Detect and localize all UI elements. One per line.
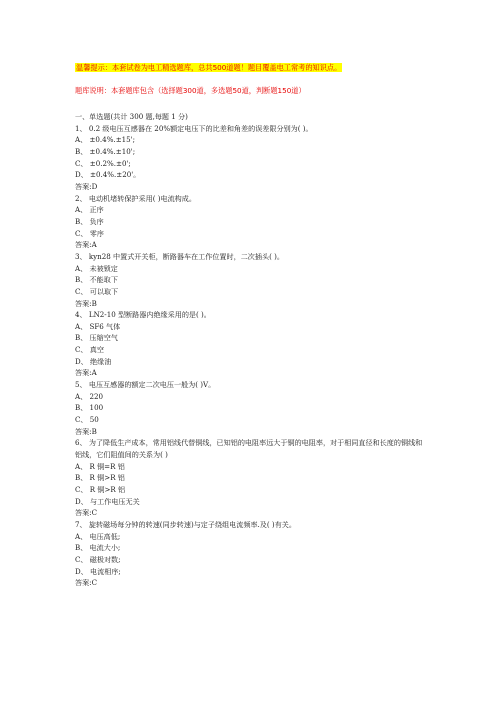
question-stem: 4、 LN2-10 型断路器内绝缘采用的是( )。 — [75, 310, 211, 320]
question-list — [75, 111, 425, 589]
question-option: A、 R 铜=R 铝 — [75, 461, 125, 471]
question-option: B、 不能取下 — [75, 275, 118, 285]
question-answer: 答案:A — [75, 368, 97, 378]
question-stem: 3、 kyn28 中置式开关柜，断路器车在工作位置时，二次插头( )。 — [75, 251, 284, 261]
question-option: D、 电流相序; — [75, 566, 121, 576]
question-option: C、 可以取下 — [75, 286, 119, 296]
question-option: A、 正序 — [75, 205, 104, 215]
question-option: B、 100 — [75, 403, 104, 413]
question-answer: 答案:D — [75, 181, 98, 191]
question-option: C、 ±0.2%.±0'; — [75, 158, 131, 168]
warm-tip-text: 温馨提示：本套试卷为电工精选题库，总共500道题！题目覆盖电工常考的知识点。 — [76, 63, 342, 72]
question-block — [75, 251, 425, 309]
question-stem: 7、 旋转磁场每分钟的转速(同步转速)与定子绕组电流频率.及( )有关。 — [75, 519, 296, 529]
question-block — [75, 437, 425, 519]
question-stem: 6、 为了降低生产成本，常用铝线代替铜线，已知铝的电阻率远大于铜的电阻率，对于相同直径和长度的铜线和铝线，它们阻值间的关系为( ) — [75, 438, 423, 460]
section-title: 一、单选题(共计 300 题,每题 1 分) — [75, 112, 188, 121]
question-block — [75, 193, 425, 251]
question-answer: 答案:A — [75, 240, 97, 250]
question-block — [75, 379, 425, 437]
question-option: D、 绝缘油 — [75, 356, 112, 366]
question-stem: 5、 电压互感器的额定二次电压一般为( )V。 — [75, 380, 216, 390]
question-answer: 答案:B — [75, 426, 97, 436]
question-block — [75, 309, 425, 379]
question-option: B、 压缩空气 — [75, 333, 118, 343]
question-answer: 答案:C — [75, 508, 98, 518]
question-option: A、 220 — [75, 391, 104, 401]
question-option: D、 与工作电压无关 — [75, 496, 140, 506]
question-answer: 答案:B — [75, 298, 97, 308]
question-option: C、 R 铜>R 铝 — [75, 485, 126, 494]
question-stem: 1、 0.2 级电压互感器在 20%额定电压下的比差和角差的误差限分别为( )。 — [75, 123, 313, 133]
question-option: A、 SF6 气体 — [75, 321, 121, 331]
question-option: C、 50 — [75, 415, 99, 425]
question-block — [75, 123, 425, 193]
question-option: B、 负序 — [75, 216, 104, 226]
question-option: B、 R 铜>R 铝 — [75, 473, 125, 483]
question-option: B、 电流大小; — [75, 543, 121, 553]
question-option: C、 真空 — [75, 345, 104, 355]
question-stem: 2、 电动机堵转保护采用( )电流构成。 — [75, 193, 196, 203]
question-option: D、 ±0.4%.±20'。 — [75, 170, 141, 180]
question-option: B、 ±0.4%.±10'; — [75, 146, 136, 156]
question-block — [75, 519, 425, 589]
question-option: A、 未被锁定 — [75, 263, 118, 273]
question-answer: 答案:C — [75, 578, 98, 588]
question-option: A、 电压高低; — [75, 531, 121, 541]
question-option: C、 磁极对数; — [75, 554, 121, 564]
question-option: A、 ±0.4%.±15'; — [75, 135, 136, 145]
bank-description: 题库说明：本套题库包含（选择题300道，多选题50道，判断题150道） — [75, 86, 306, 95]
question-option: C、 零序 — [75, 228, 104, 238]
warm-tip-notice — [75, 63, 415, 73]
